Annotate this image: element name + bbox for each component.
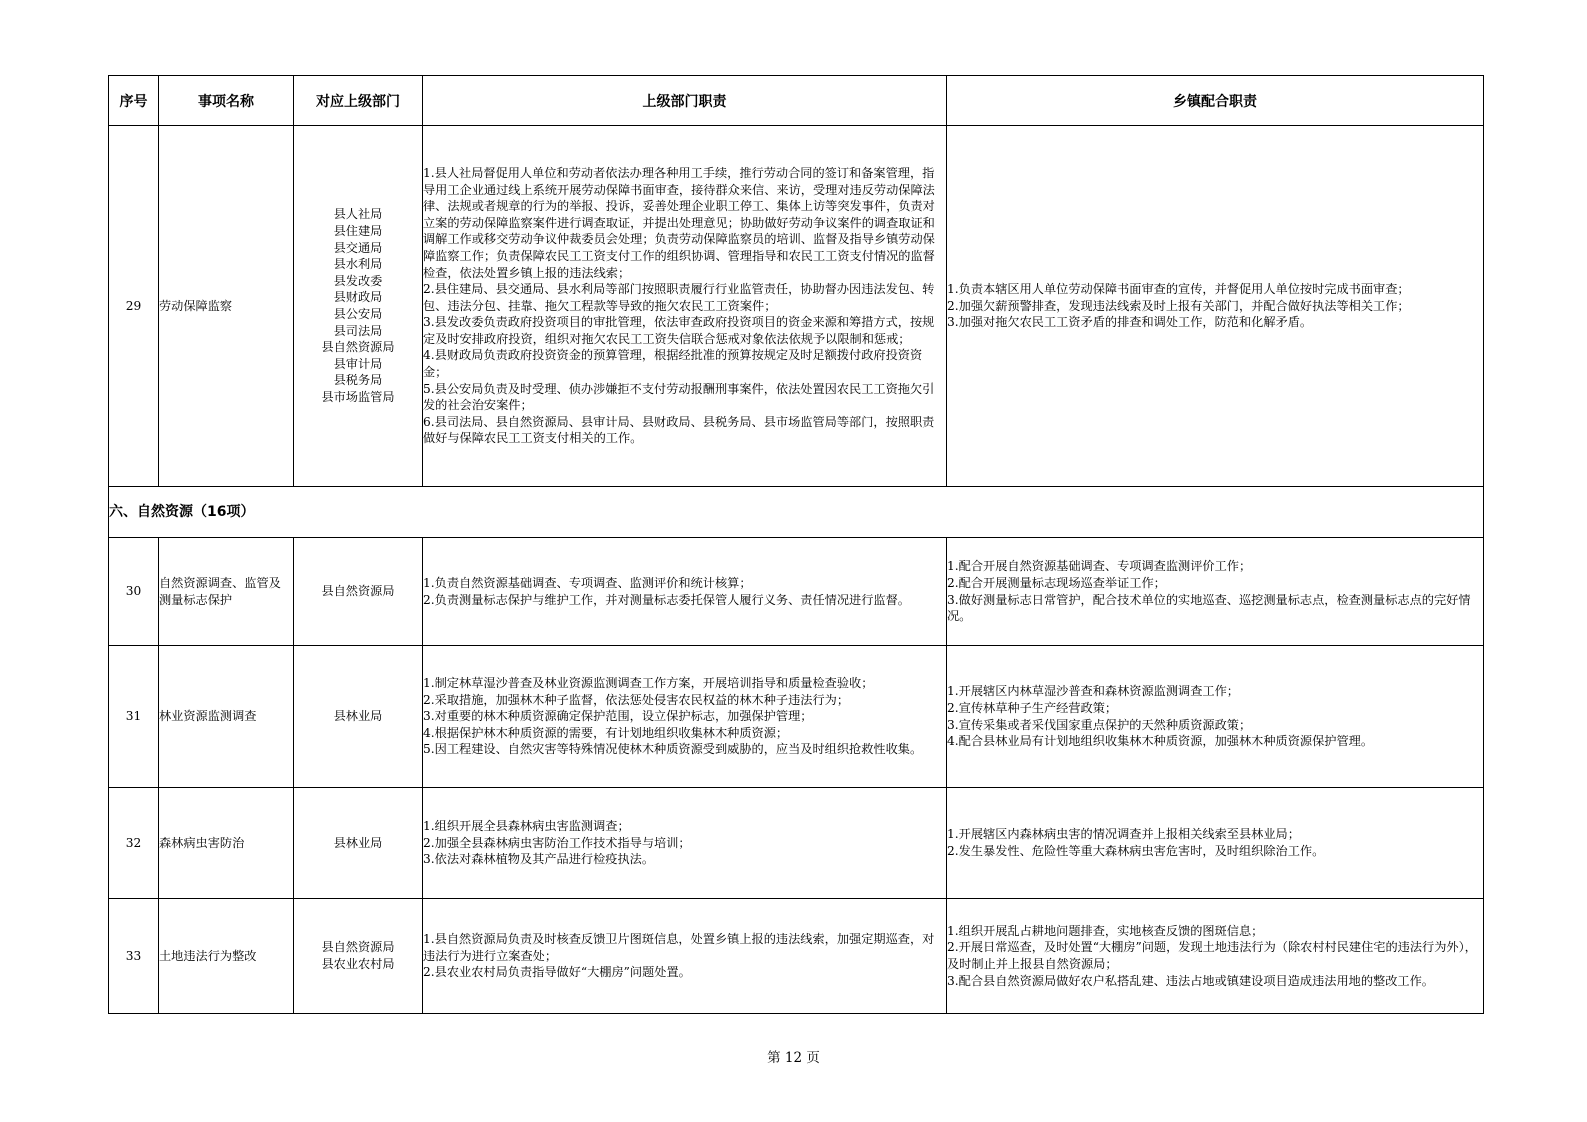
duty-item: 6.县司法局、县自然资源局、县审计局、县财政局、县税务局、县市场监管局等部门，按照职责做好与保障农民工工资支付相关的工作。 <box>423 414 935 446</box>
duty-item: 2.加强全县森林病虫害防治工作技术指导与培训； <box>423 835 691 850</box>
dept-label: 县住建局 <box>333 224 383 239</box>
duty-item: 1.负责本辖区用人单位劳动保障书面审查的宣传，并督促用人单位按时完成书面审查； <box>947 282 1410 297</box>
table-row <box>109 538 1484 646</box>
duty-item: 3.配合县自然资源局做好农户私搭乱建、违法占地或镇建设项目造成违法用地的整改工作。 <box>947 973 1434 988</box>
duty-item: 4.配合县林业局有计划地组织收集林木种质资源，加强林木种质资源保护管理。 <box>947 734 1374 749</box>
row-no: 31 <box>109 646 159 788</box>
duty-item: 3.做好测量标志日常管护，配合技术单位的实地巡查、巡挖测量标志点，检查测量标志点的完好情况。 <box>947 592 1471 624</box>
row-depts <box>294 788 423 899</box>
header-upper: 上级部门职责 <box>423 76 947 126</box>
dept-label: 县市场监管局 <box>321 389 395 404</box>
row-no: 33 <box>109 899 159 1014</box>
duty-item: 4.县财政局负责政府投资资金的预算管理，根据经批准的预算按规定及时足额拨付政府投资资金； <box>423 348 923 380</box>
upper-duties <box>423 788 947 899</box>
town-duties <box>947 899 1484 1014</box>
duty-item: 3.对重要的林木种质资源确定保护范围，设立保护标志，加强保护管理； <box>423 709 813 724</box>
header-town: 乡镇配合职责 <box>947 76 1484 126</box>
row-depts <box>294 126 423 487</box>
row-no: 32 <box>109 788 159 899</box>
header-dept: 对应上级部门 <box>294 76 423 126</box>
duty-table <box>108 75 1484 1014</box>
duty-item: 1.负责自然资源基础调查、专项调查、监测评价和统计核算； <box>423 575 752 590</box>
town-duties <box>947 646 1484 788</box>
dept-label: 县财政局 <box>333 290 383 305</box>
dept-label: 县自然资源局 <box>321 340 395 355</box>
upper-duties <box>423 538 947 646</box>
row-depts <box>294 899 423 1014</box>
duty-item: 1.开展辖区内森林病虫害的情况调查并上报相关线索至县林业局； <box>947 827 1300 842</box>
dept-label: 县交通局 <box>333 240 383 255</box>
upper-duties <box>423 126 947 487</box>
duty-item: 1.制定林草湿沙普查及林业资源监测调查工作方案，开展培训指导和质量检查验收； <box>423 676 874 691</box>
dept-label: 县自然资源局 <box>321 584 395 599</box>
dept-label: 县人社局 <box>333 207 383 222</box>
row-item: 自然资源调查、监管及测量标志保护 <box>159 538 294 646</box>
duty-item: 1.组织开展乱占耕地问题排查，实地核查反馈的图斑信息； <box>947 923 1264 938</box>
duty-item: 1.组织开展全县森林病虫害监测调查； <box>423 819 630 834</box>
dept-label: 县自然资源局 <box>321 940 395 955</box>
town-duties <box>947 538 1484 646</box>
dept-label: 县林业局 <box>333 835 383 850</box>
row-no: 29 <box>109 126 159 487</box>
duty-item: 1.配合开展自然资源基础调查、专项调查监测评价工作； <box>947 559 1252 574</box>
duty-item: 1.县自然资源局负责及时核查反馈卫片图斑信息，处置乡镇上报的违法线索，加强定期巡查，对违法行为进行立案查处； <box>423 932 935 963</box>
table-row <box>109 899 1484 1014</box>
row-item: 林业资源监测调查 <box>159 646 294 788</box>
duty-item: 3.宣传采集或者采伐国家重点保护的天然种质资源政策； <box>947 717 1252 732</box>
duty-item: 1.开展辖区内林草湿沙普查和森林资源监测调查工作； <box>947 684 1239 699</box>
duty-item: 2.加强欠薪预警排查，发现违法线索及时上报有关部门，并配合做好执法等相关工作； <box>947 298 1410 313</box>
row-item: 森林病虫害防治 <box>159 788 294 899</box>
page-number: 第 12 页 <box>767 1050 820 1066</box>
row-depts <box>294 646 423 788</box>
dept-label: 县公安局 <box>333 307 383 321</box>
dept-label: 县税务局 <box>333 373 383 388</box>
duty-item: 2.发生暴发性、危险性等重大森林病虫害危害时，及时组织除治工作。 <box>947 844 1325 858</box>
row-item: 劳动保障监察 <box>159 126 294 487</box>
row-no: 30 <box>109 538 159 646</box>
duty-item: 2.县农业农村局负责指导做好“大棚房”问题处置。 <box>423 965 691 980</box>
duty-item: 2.开展日常巡查，及时处置“大棚房”问题，发现土地违法行为（除农村村民建住宅的违法行为外），及时制止并上报县自然资源局； <box>947 940 1477 971</box>
header-no: 序号 <box>109 76 159 126</box>
duty-item: 2.负责测量标志保护与维护工作，并对测量标志委托保管人履行义务、责任情况进行监督。 <box>423 592 910 607</box>
table-row <box>109 788 1484 899</box>
section-title: 六、自然资源（16项） <box>109 487 1484 538</box>
duty-item: 4.根据保护林木种质资源的需要，有计划地组织收集林木种质资源； <box>423 725 789 740</box>
duty-item: 3.加强对拖欠农民工工资矛盾的排查和调处工作，防范和化解矛盾。 <box>947 315 1313 330</box>
dept-label: 县司法局 <box>333 323 383 338</box>
header-row <box>109 76 1484 126</box>
dept-label: 县水利局 <box>333 257 383 272</box>
row-item: 土地违法行为整改 <box>159 899 294 1014</box>
section-row <box>109 487 1484 538</box>
duty-item: 3.县发改委负责政府投资项目的审批管理，依法审查政府投资项目的资金来源和筹措方式，按规定及时安排政府投资，组织对拖欠农民工工资失信联合惩戒对象依法依规予以限制和惩戒； <box>423 315 935 346</box>
duty-item: 5.县公安局负责及时受理、侦办涉嫌拒不支付劳动报酬刑事案件，依法处置因农民工工资拖欠引发的社会治安案件； <box>423 381 935 413</box>
duty-item: 3.依法对森林植物及其产品进行检疫执法。 <box>423 852 655 867</box>
duty-item: 5.因工程建设、自然灾害等特殊情况使林木种质资源受到威胁的，应当及时组织抢救性收集。 <box>423 742 923 757</box>
table-row <box>109 126 1484 487</box>
duty-item: 2.采取措施，加强林木种子监督，依法惩处侵害农民权益的林木种子违法行为； <box>423 692 850 707</box>
dept-label: 县发改委 <box>333 273 383 288</box>
duty-item: 2.县住建局、县交通局、县水利局等部门按照职责履行行业监管责任，协助督办因违法发包、转包、违法分包、挂靠、拖欠工程款等导致的拖欠农民工工资案件； <box>423 282 935 313</box>
duty-item: 2.配合开展测量标志现场巡查举证工作； <box>947 575 1166 590</box>
duty-item: 2.宣传林草种子生产经营政策； <box>947 700 1118 715</box>
town-duties <box>947 126 1484 487</box>
upper-duties <box>423 899 947 1014</box>
upper-duties <box>423 646 947 788</box>
town-duties <box>947 788 1484 899</box>
table-row <box>109 646 1484 788</box>
duty-item: 1.县人社局督促用人单位和劳动者依法办理各种用工手续，推行劳动合同的签订和备案管理，指导用工企业通过线上系统开展劳动保障书面审查，接待群众来信、来访，受理对违反劳动保障法律、法规或者规章的行为的举报、投诉，妥善处理企业职工停工、集体上访等突发事件，负责对立案的劳动保障监察案件进行调查取证，并提出处理意见；协助做好劳动争议案件的调查取证和调解工作或移交劳动争议仲裁委员会处理；负责劳动保障监察员的培训、监督及指导乡镇劳动保障监察工作；负责保障农民工工资支付工作的组织协调、管理指导和农民工工资支付情况的监督检查，依法处置乡镇上报的违法线索； <box>423 165 935 280</box>
header-item: 事项名称 <box>159 76 294 126</box>
row-depts <box>294 538 423 646</box>
dept-label: 县林业局 <box>333 709 383 724</box>
dept-label: 县农业农村局 <box>321 957 395 971</box>
dept-label: 县审计局 <box>333 356 383 371</box>
